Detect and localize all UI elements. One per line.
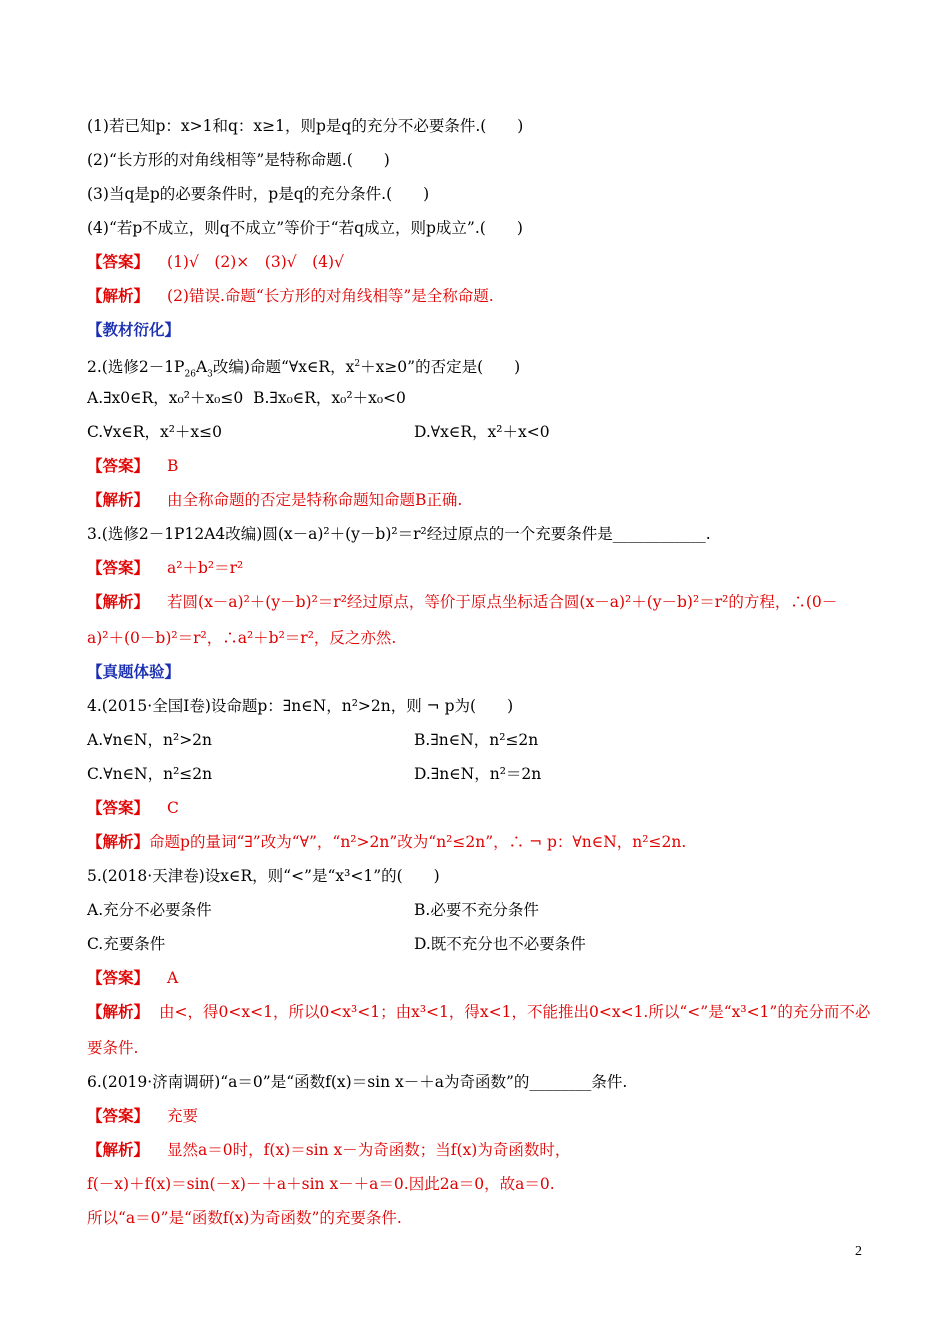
explanation-tag: 【解析】 (87, 490, 150, 509)
answer-tag: 【答案】 (87, 558, 150, 577)
q2-sub-page: 26 (184, 369, 196, 380)
explanation-1 (87, 285, 494, 307)
answer-1 (87, 251, 344, 273)
explanation-5 (87, 1001, 870, 1023)
q4-option-a: A.∀n∈N，n²>2n (87, 731, 213, 749)
explanation-text: 显然a＝0时，f(x)＝sin x－为奇函数；当f(x)为奇函数时， (167, 1141, 571, 1159)
explanation-text: 由<，得0<x<1，所以0<x³<1；由x³<1，得x<1，不能推出0<x<1.所以“<”是“x³<1”的充分而不必 (159, 1003, 871, 1021)
q2-sup: 2 (354, 359, 361, 369)
answer-5 (87, 967, 178, 989)
question-2 (87, 353, 520, 385)
answer-3 (87, 557, 243, 579)
q5-option-d: D.既不充分也不必要条件 (414, 935, 586, 953)
q4-options-ab (87, 729, 887, 751)
explanation-tag: 【解析】 (87, 1002, 150, 1021)
q2-options-ab (87, 387, 406, 409)
explanation-2 (87, 489, 462, 511)
answer-text: B (167, 457, 179, 475)
explanation-text: 命题p的量词“∃”改为“∀”，“n²>2n”改为“n²≤2n”，∴ ¬ p：∀n∈N，n²≤2n. (149, 833, 687, 851)
explanation-3 (87, 591, 837, 613)
section-heading-textbook: 【教材衍化】 (87, 320, 181, 339)
statement-4: (4)“若p不成立，则q不成立”等价于“若q成立，则p成立”.( ) (87, 219, 523, 237)
question-3: 3.(选修2－1P12A4改编)圆(x－a)²＋(y－b)²＝r²经过原点的一个充要条件是____________. (87, 525, 711, 543)
statement-1: (1)若已知p：x>1和q：x≥1，则p是q的充分不必要条件.( ) (87, 117, 524, 135)
answer-text: a²＋b²＝r² (167, 559, 244, 577)
answer-text: A (167, 969, 179, 987)
answer-4 (87, 797, 179, 819)
explanation-tag: 【解析】 (87, 592, 150, 611)
q4-options-cd (87, 763, 887, 785)
explanation-text: 若圆(x－a)²＋(y－b)²＝r²经过原点，等价于原点坐标适合圆(x－a)²＋(y－b)²＝r²的方程，∴(0－ (167, 593, 838, 611)
q2-stem-b: A (195, 358, 208, 377)
answer-tag: 【答案】 (87, 252, 150, 271)
section-heading-real-exam: 【真题体验】 (87, 662, 181, 681)
explanation-text: (2)错误.命题“长方形的对角线相等”是全称命题. (167, 287, 494, 305)
answer-tag: 【答案】 (87, 456, 150, 475)
q4-option-b: B.∃n∈N，n²≤2n (414, 731, 539, 749)
answer-tag: 【答案】 (87, 968, 150, 987)
q4-option-d: D.∃n∈N，n²＝2n (414, 765, 542, 783)
q5-options-cd (87, 933, 887, 955)
explanation-text: 由全称命题的否定是特称命题知命题B正确. (167, 491, 463, 509)
page-number: 2 (855, 1244, 862, 1259)
explanation-tag: 【解析】 (87, 1140, 150, 1159)
q2-sub-ex: 3 (207, 369, 213, 380)
answer-tag: 【答案】 (87, 1106, 150, 1125)
statement-3: (3)当q是p的必要条件时，p是q的充分条件.( ) (87, 185, 430, 203)
q4-option-c: C.∀n∈N，n²≤2n (87, 765, 213, 783)
q5-option-b: B.必要不充分条件 (414, 901, 539, 919)
explanation-tag: 【解析】 (87, 832, 150, 851)
q2-stem-c: 改编)命题“∀x∈R，x (212, 358, 355, 377)
answer-text: 充要 (167, 1107, 199, 1125)
question-4: 4.(2015·全国Ⅰ卷)设命题p：∃n∈N，n²>2n，则 ¬ p为( ) (87, 697, 514, 715)
explanation-6-line2: f(－x)＋f(x)＝sin(－x)－＋a＋sin x－＋a＝0.因此2a＝0，故a＝0. (87, 1175, 555, 1193)
explanation-tag: 【解析】 (87, 286, 150, 305)
question-6: 6.(2019·济南调研)“a＝0”是“函数f(x)＝sin x－＋a为奇函数”的________条件. (87, 1073, 628, 1091)
q2-option-b: B.∃x₀∈R，x₀²＋x₀<0 (253, 389, 406, 407)
answer-text: (1)√ (2)× (3)√ (4)√ (167, 253, 344, 271)
explanation-6-line3: 所以“a＝0”是“函数f(x)为奇函数”的充要条件. (87, 1209, 402, 1227)
answer-2 (87, 455, 178, 477)
q5-option-c: C.充要条件 (87, 935, 166, 953)
q5-options-ab (87, 899, 887, 921)
q2-stem-d: ＋x≥0”的否定是( ) (360, 358, 521, 377)
explanation-5-cont: 要条件. (87, 1039, 139, 1057)
q2-option-d: D.∀x∈R，x²＋x<0 (414, 423, 550, 441)
explanation-4 (87, 831, 686, 853)
answer-6 (87, 1105, 198, 1127)
answer-tag: 【答案】 (87, 798, 150, 817)
explanation-6 (87, 1139, 570, 1161)
q2-option-a: A.∃x0∈R，x₀²＋x₀≤0 (87, 389, 244, 407)
q2-option-c: C.∀x∈R，x²＋x≤0 (87, 423, 223, 441)
q2-options-cd (87, 421, 887, 443)
question-5: 5.(2018·天津卷)设x∈R，则“<”是“x³<1”的( ) (87, 867, 440, 885)
answer-text: C (167, 799, 179, 817)
q2-stem-a: 2.(选修2－1P (87, 358, 185, 377)
explanation-3-cont: a)²＋(0－b)²＝r²，∴a²＋b²＝r²，反之亦然. (87, 629, 397, 647)
statement-2: (2)“长方形的对角线相等”是特称命题.( ) (87, 151, 390, 169)
q5-option-a: A.充分不必要条件 (87, 901, 212, 919)
